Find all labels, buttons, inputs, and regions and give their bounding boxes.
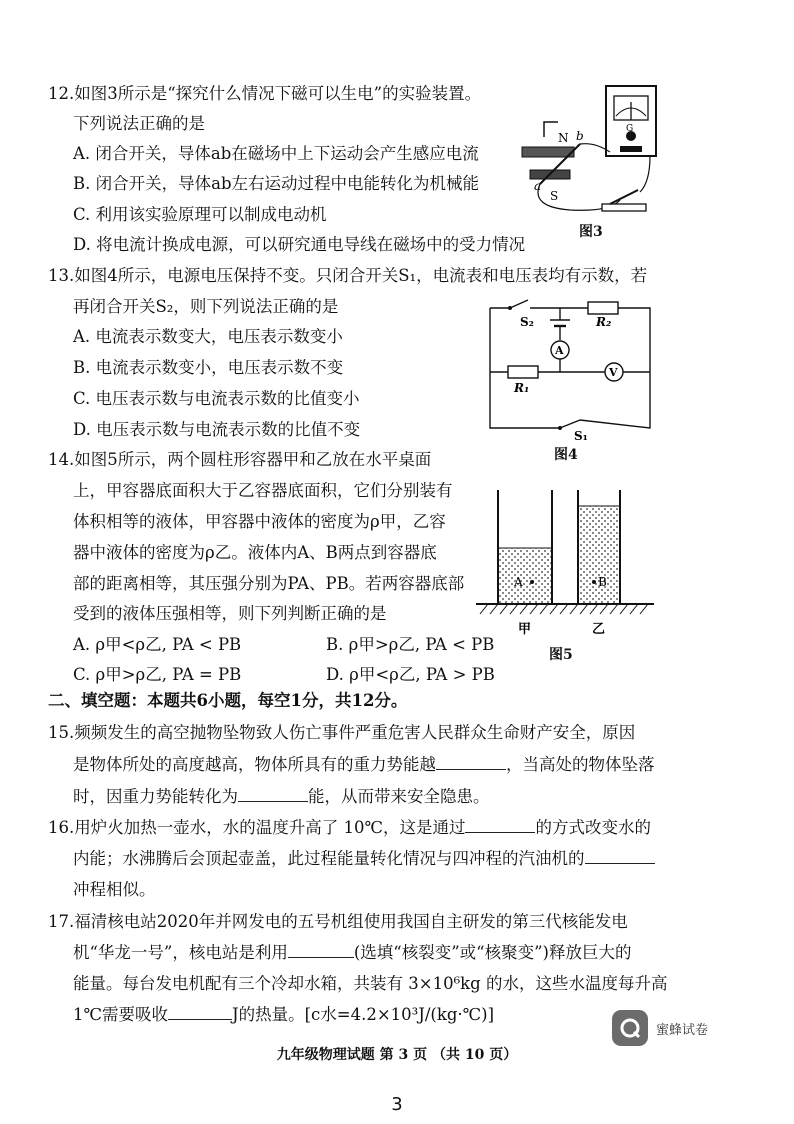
q15-line-3-text: 时，因重力势能转化为 <box>73 787 238 806</box>
q17-line-4-text: 1℃需要吸收 <box>73 1005 168 1024</box>
q15-line-3-tail: 能，从而带来安全隐患。 <box>308 787 490 806</box>
q14-option-c: C. ρ甲>ρ乙, PA = PB <box>73 665 242 684</box>
conductor-b-label: b <box>576 129 584 143</box>
q14-line-5: 部的距离相等，其压强分别为PA、PB。若两容器底部 <box>73 574 465 593</box>
q13-option-d: D. 电压表示数与电流表示数的比值不变 <box>73 420 361 439</box>
figure-5-containers <box>474 486 660 636</box>
q15-line-2 <box>73 754 655 776</box>
q16-line-1-tail: 的方式改变水的 <box>535 818 651 837</box>
q16-line-1 <box>48 817 651 839</box>
q17-blank-1[interactable] <box>288 943 354 958</box>
q12-option-a: A. 闭合开关，导体ab在磁场中上下运动会产生感应电流 <box>73 144 479 163</box>
q16-line-1-text: 16.用炉火加热一壶水，水的温度升高了 10℃，这是通过 <box>48 818 466 837</box>
page-number: 3 <box>391 1094 403 1115</box>
ammeter-label: A <box>555 344 564 357</box>
q13-option-a: A. 电流表示数变大，电压表示数变小 <box>73 327 343 346</box>
q17-line-1: 17.福清核电站2020年并网发电的五号机组使用我国自主研发的第三代核能发电 <box>48 912 628 931</box>
q16-line-2 <box>73 848 655 870</box>
q12-stem: 12.如图3所示是“探究什么情况下磁可以生电”的实验装置。 <box>48 84 482 103</box>
magnet-s-label: S <box>550 189 559 203</box>
q13-option-c: C. 电压表示数与电流表示数的比值变小 <box>73 389 360 408</box>
s1-label: S₁ <box>574 429 588 443</box>
r1-label: R₁ <box>514 381 530 395</box>
q14-option-d: D. ρ甲<ρ乙, PA > PB <box>326 665 495 684</box>
bee-logo-icon <box>612 1010 648 1046</box>
q14-option-a: A. ρ甲<ρ乙, PA < PB <box>73 635 242 654</box>
q16-line-3: 冲程相似。 <box>73 880 156 899</box>
q16-blank-1[interactable] <box>465 818 535 833</box>
q12-ask: 下列说法正确的是 <box>73 114 205 133</box>
q15-line-3 <box>73 786 490 808</box>
figure-4-circuit <box>480 296 660 444</box>
q15-line-2-text: 是物体所处的高度越高，物体所具有的重力势能越 <box>73 755 436 774</box>
container-jia-label: 甲 <box>518 622 532 636</box>
q17-line-2-text: 机“华龙一号”，核电站是利用 <box>73 943 288 962</box>
container-yi-label: 乙 <box>592 622 606 636</box>
q14-line-2: 上，甲容器底面积大于乙容器底面积，它们分别装有 <box>73 481 453 500</box>
q17-line-2 <box>73 942 632 964</box>
conductor-a-label: a <box>534 179 542 193</box>
figure-3-apparatus <box>510 82 670 222</box>
q12-option-b: B. 闭合开关，导体ab左右运动过程中电能转化为机械能 <box>73 174 480 193</box>
q15-blank-2[interactable] <box>238 787 308 802</box>
q14-line-3: 体积相等的液体，甲容器中液体的密度为ρ甲，乙容 <box>73 512 446 531</box>
point-a-label: A <box>514 575 523 589</box>
voltmeter-label: V <box>609 366 618 379</box>
q17-line-4-tail: J的热量。[c水=4.2×10³J/(kg·℃)] <box>231 1005 495 1024</box>
q16-line-2-text: 内能；水沸腾后会顶起壶盖，此过程能量转化情况与四冲程的汽油机的 <box>73 849 585 868</box>
figure-3-caption: 图3 <box>579 224 603 240</box>
section-2-heading: 二、填空题：本题共6小题，每空1分，共12分。 <box>48 691 408 710</box>
q17-line-3: 能量。每台发电机配有三个冷却水箱，共装有 3×10⁶kg 的水，这些水温度每升高 <box>73 974 668 993</box>
q15-line-2-tail: ，当高处的物体坠落 <box>506 755 655 774</box>
watermark <box>612 1010 708 1046</box>
q16-blank-2[interactable] <box>585 849 655 864</box>
q12-option-c: C. 利用该实验原理可以制成电动机 <box>73 205 327 224</box>
q17-blank-2[interactable] <box>168 1005 232 1020</box>
watermark-text: 蜜蜂试卷 <box>656 1022 709 1038</box>
figure-5-caption: 图5 <box>549 647 573 663</box>
figure-4-caption: 图4 <box>554 447 578 463</box>
magnet-n-label: N <box>558 131 569 145</box>
q12-option-d: D. 将电流计换成电源，可以研究通电导线在磁场中的受力情况 <box>73 235 526 254</box>
q15-blank-1[interactable] <box>436 755 506 770</box>
page-footer: 九年级物理试题 第 3 页 （共 10 页） <box>276 1047 518 1063</box>
q14-option-b: B. ρ甲>ρ乙, PA < PB <box>326 635 495 654</box>
point-b-label: B <box>598 575 607 589</box>
q17-line-4 <box>73 1004 494 1026</box>
q13-stem-line-2: 再闭合开关S₂，则下列说法正确的是 <box>73 297 339 316</box>
q14-line-6: 受到的液体压强相等，则下列判断正确的是 <box>73 604 387 623</box>
q14-line-1: 14.如图5所示，两个圆柱形容器甲和乙放在水平桌面 <box>48 450 432 469</box>
q15-line-1: 15.频频发生的高空抛物坠物致人伤亡事件严重危害人民群众生命财产安全，原因 <box>48 723 636 742</box>
r2-label: R₂ <box>596 315 612 329</box>
q17-line-2-tail: (选填“核裂变”或“核聚变”)释放巨大的 <box>353 943 632 962</box>
q13-stem-line-1: 13.如图4所示，电源电压保持不变。只闭合开关S₁，电流表和电压表均有示数，若 <box>48 266 648 285</box>
q13-option-b: B. 电流表示数变小，电压表示数不变 <box>73 358 344 377</box>
galvanometer-label: G <box>626 124 634 134</box>
s2-label: S₂ <box>520 315 534 329</box>
q14-line-4: 器中液体的密度为ρ乙。液体内A、B两点到容器底 <box>73 543 437 562</box>
